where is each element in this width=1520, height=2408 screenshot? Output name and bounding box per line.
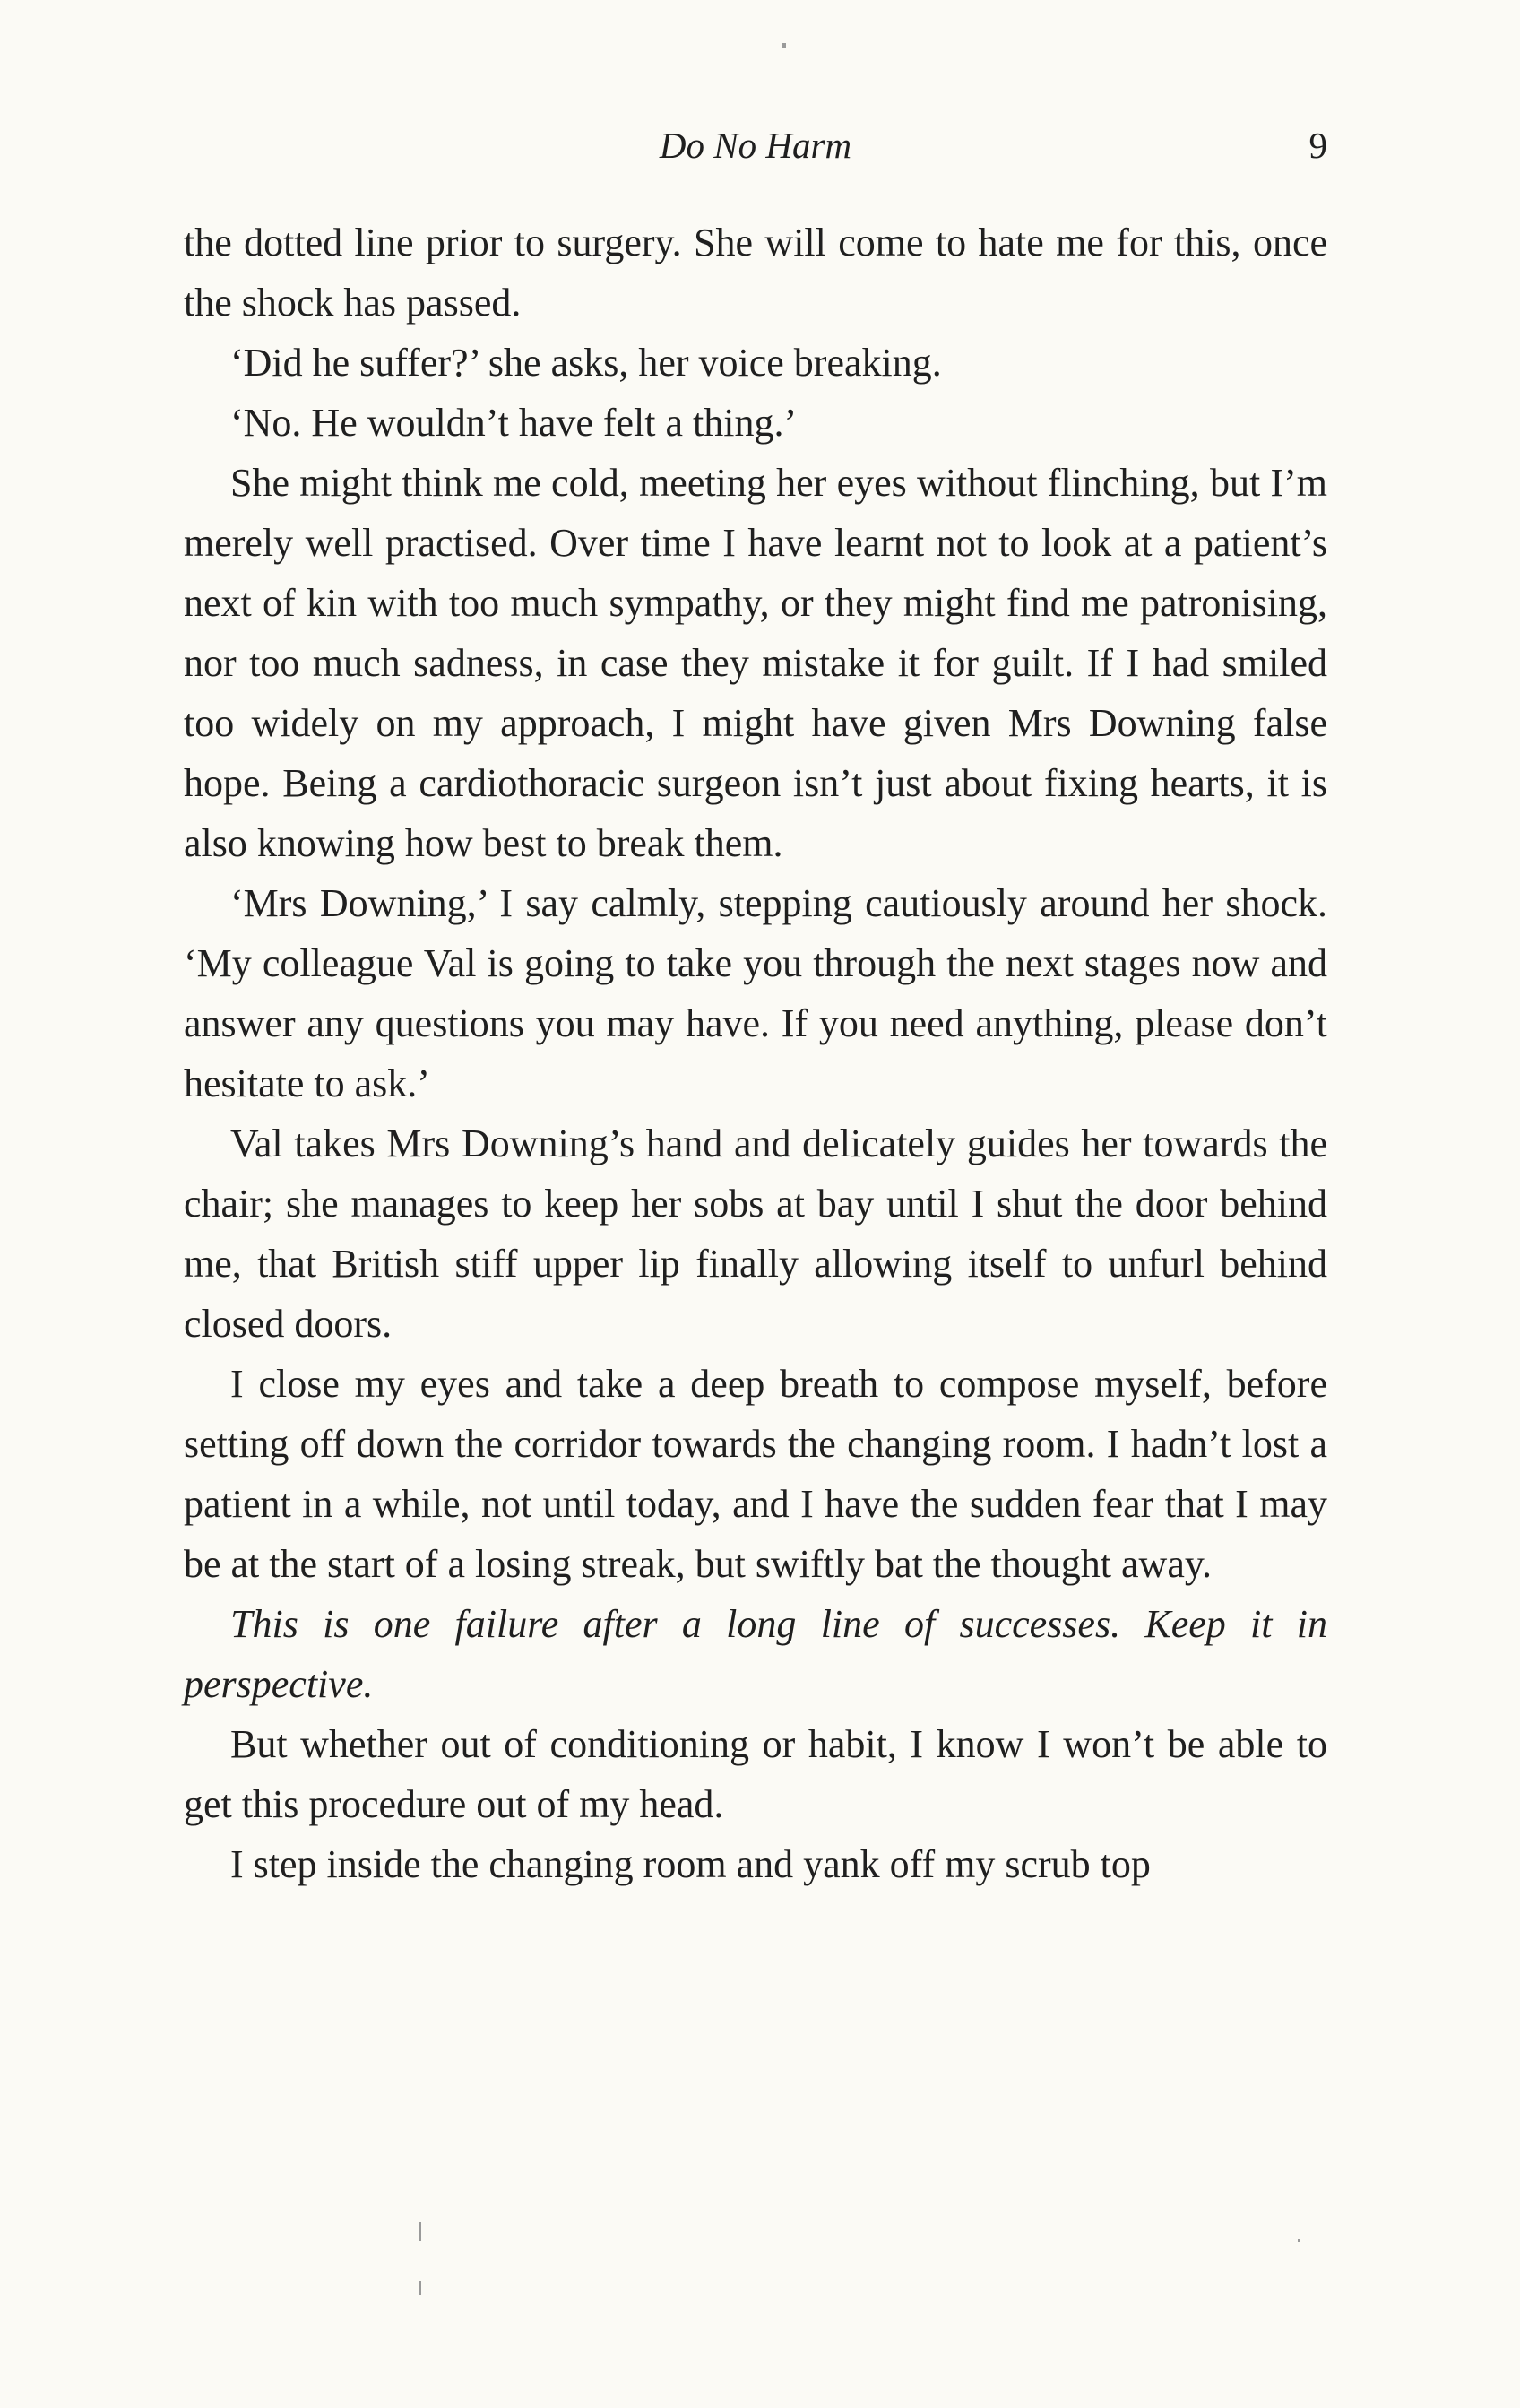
paragraph: She might think me cold, meeting her eyes without flinching, but I’m merely well practised. Over time I have learnt not to look at a patient’s next of kin with too much sympathy, or they might find me patronising, nor too much sadness, in case they mistake it for guilt. If I had smiled too widely on my approach, I might have given Mrs Downing false hope. Being a cardiothoracic surgeon isn’t just about fixing hearts, it is also knowing how best to break them. <box>184 461 1327 865</box>
running-head <box>184 122 1327 169</box>
scan-speck <box>1298 2239 1300 2242</box>
running-title: Do No Harm <box>659 125 852 166</box>
scan-mark <box>419 2281 421 2295</box>
paragraph: ‘No. He wouldn’t have felt a thing.’ <box>230 401 798 445</box>
italic-thought-paragraph: This is one failure after a long line of successes. Keep it in perspective. <box>184 1602 1327 1706</box>
paragraph: I close my eyes and take a deep breath to compose myself, before setting off down the corridor towards the changing room. I hadn’t lost a patient in a while, not until today, and I have the sudden fear that I may be at the start of a losing streak, but swiftly bat the thought away. <box>184 1362 1327 1586</box>
page-number: 9 <box>1308 125 1327 166</box>
paragraph: I step inside the changing room and yank off my scrub top <box>230 1842 1151 1886</box>
body-text <box>184 212 1327 1894</box>
paragraph: Val takes Mrs Downing’s hand and delicately guides her towards the chair; she manages to keep her sobs at bay until I shut the door behind me, that British stiff upper lip finally allowing itself to unfurl behind closed doors. <box>184 1122 1327 1346</box>
paragraph-continued: the dotted line prior to surgery. She will come to hate me for this, once the shock has passed. <box>184 221 1327 325</box>
scan-speck <box>782 43 786 48</box>
paragraph: ‘Mrs Downing,’ I say calmly, stepping cautiously around her shock. ‘My colleague Val is going to take you through the next stages now and answer any questions you may have. If you need anything, please don’t hesitate to ask.’ <box>184 881 1327 1105</box>
scan-mark <box>419 2222 421 2241</box>
paragraph: But whether out of conditioning or habit, I know I won’t be able to get this procedure out of my head. <box>184 1722 1327 1826</box>
paragraph: ‘Did he suffer?’ she asks, her voice breaking. <box>230 341 942 385</box>
